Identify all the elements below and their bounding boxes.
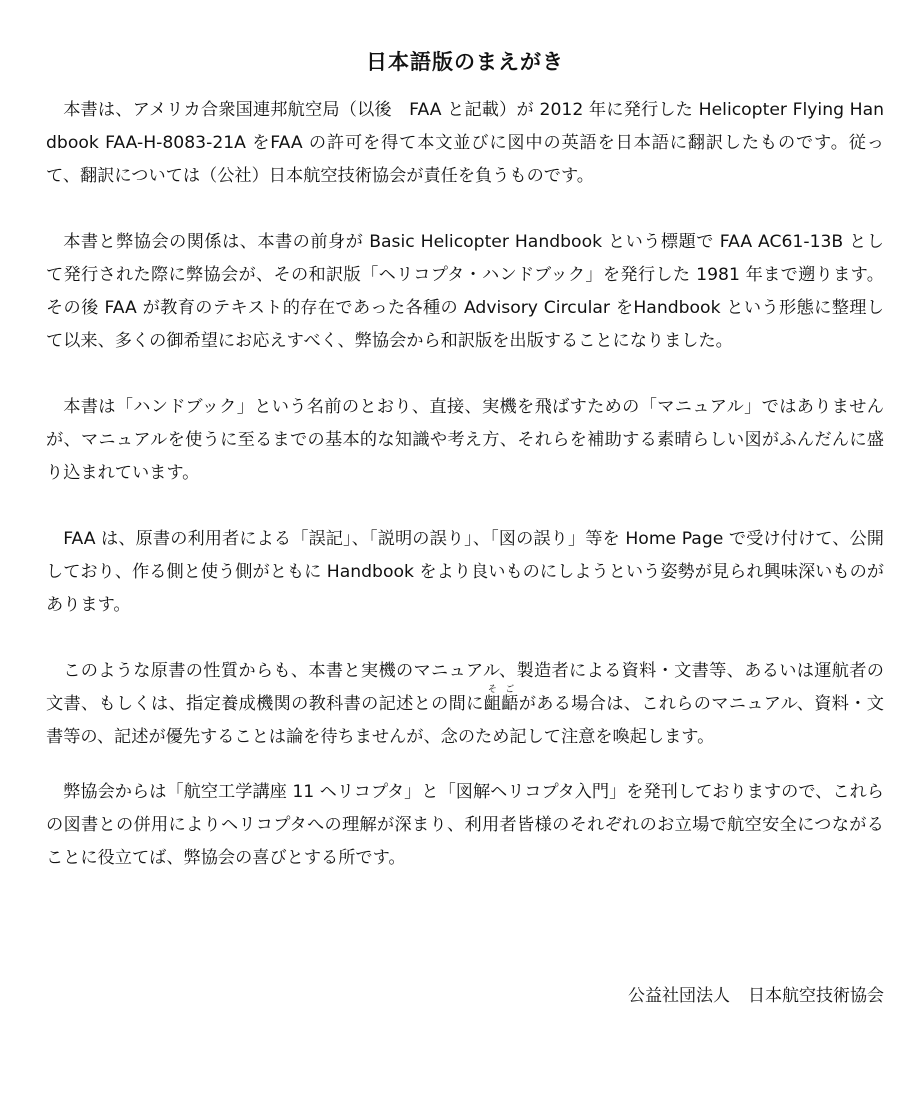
page-title: 日本語版のまえがき — [366, 50, 564, 74]
paragraph-5-before: このような原書の性質からも、本書と実機のマニュアル、製造者による資料・文書等、あるいは運航者の文書、もしくは、指定養成機関の教科書の記述との間に — [46, 661, 884, 714]
paragraph-6: 弊協会からは「航空工学講座 11 ヘリコプタ」と「図解ヘリコプタ入門」を発刊しておりますので、これらの図書との併用によりヘリコプタへの理解が深まり、利用者皆様のそれぞれのお立場で航空安全につながることに役立てば、弊協会の喜びとする所です。 — [46, 782, 884, 868]
signature-org-name: 日本航空技術協会 — [748, 986, 884, 1006]
signature — [628, 980, 884, 1012]
paragraph-5 — [46, 655, 884, 754]
paragraph-5-after: がある場合は、これらのマニュアル、資料・文書等の、記述が優先することは論を待ちませんが、念のため記して注意を喚起します。 — [46, 694, 884, 747]
paragraph-2: 本書と弊協会の関係は、本書の前身が Basic Helicopter Handbook という標題で FAA AC61-13B として発行された際に弊協会が、その和訳版「ヘリコプタ・ハンドブック」を発行した 1981 年まで遡ります。その後 FAA が教育のテキスト的存在であった各種の Advisory Circular をHandbook という形態に整理して以来、多くの御希望にお応えすべく、弊協会から和訳版を出版することになりました。 — [46, 232, 884, 351]
paragraph-3: 本書は「ハンドブック」という名前のとおり、直接、実機を飛ばすための「マニュアル」ではありませんが、マニュアルを使うに至るまでの基本的な知識や考え方、それらを補助する素晴らしい図がふんだんに盛り込まれています。 — [46, 397, 884, 483]
paragraph-4: FAA は、原書の利用者による「誤記」、「説明の誤り」、「図の誤り」等を Home Page で受け付けて、公開しており、作る側と使う側がともに Handbook をより良いものにしようという姿勢が見られ興味深いものがあります。 — [46, 529, 884, 615]
ruby-base: 齟齬 — [483, 694, 519, 714]
paragraph-1: 本書は、アメリカ合衆国連邦航空局（以後 FAA と記載）が 2012 年に発行した Helicopter Flying Handbook FAA-H-8083-21A をFAA の許可を得て本文並びに図中の英語を日本語に翻訳したものです。従って、翻訳については（公社）日本航空技術協会が責任を負うものです。 — [46, 100, 884, 186]
ruby-reading: そご — [483, 685, 519, 695]
ruby-word — [483, 685, 519, 714]
signature-org-type: 公益社団法人 — [628, 986, 730, 1006]
